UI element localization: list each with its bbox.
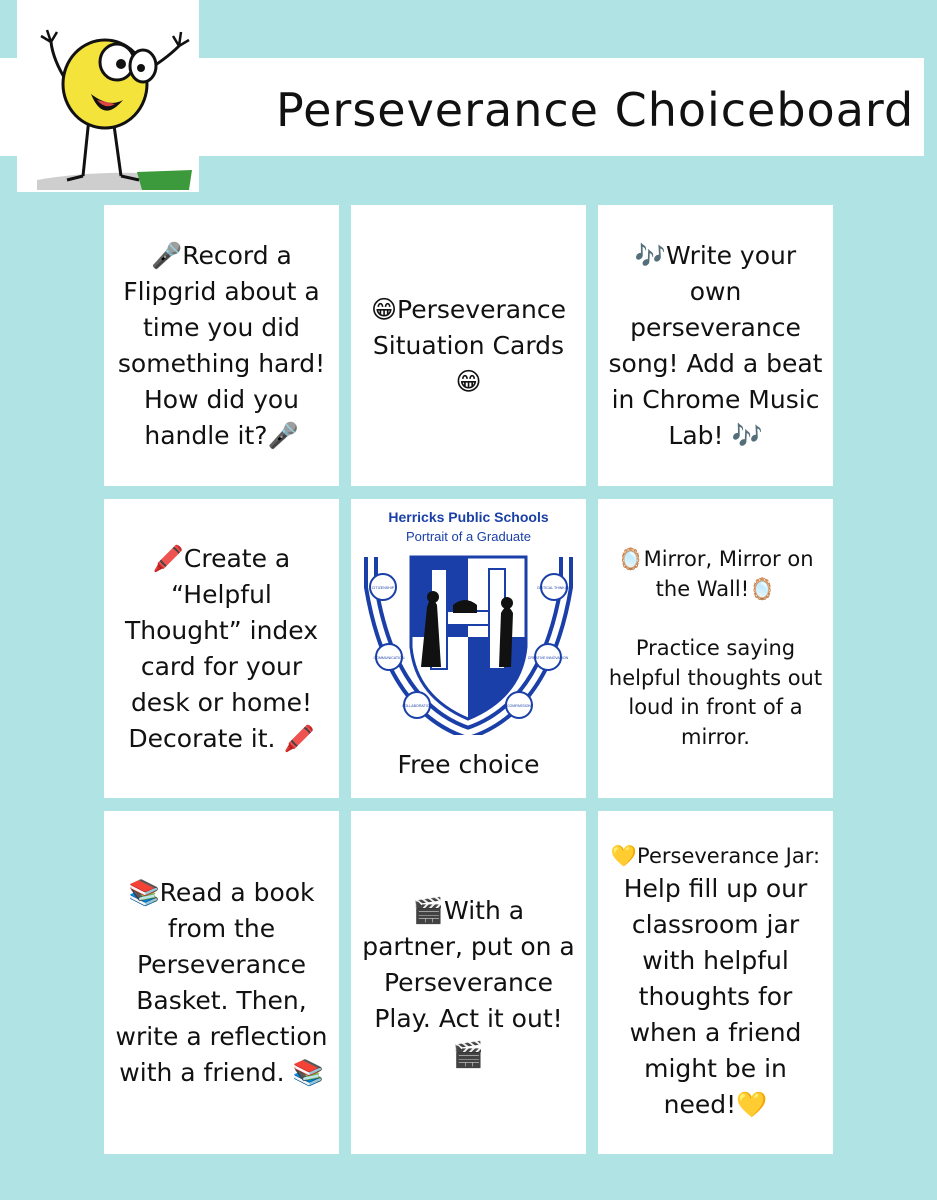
choice-card-free-choice xyxy=(351,499,586,798)
logo-label: CREATIVE INNOVATION xyxy=(527,656,569,660)
logo-label: CITIZENSHIP xyxy=(371,586,395,590)
card-text xyxy=(606,545,825,752)
school-logo xyxy=(361,507,576,735)
card-text xyxy=(606,842,825,1124)
card-text: 😁Perseverance Situation Cards 😁 xyxy=(370,294,567,396)
logo-label: CRITICAL THINKING xyxy=(536,586,572,590)
card-heading: 🪞Mirror, Mirror on the Wall!🪞 xyxy=(617,547,814,601)
choice-card-song xyxy=(598,205,833,486)
choice-card-situation-cards xyxy=(351,205,586,486)
page-title: Perseverance Choiceboard xyxy=(276,83,915,137)
card-text: 🎶Write your own perseverance song! Add a beat in Chrome Music Lab! 🎶 xyxy=(608,240,823,450)
logo-label: COMPASSION xyxy=(506,704,532,708)
choice-card-jar xyxy=(598,811,833,1154)
shield-icon xyxy=(361,547,576,735)
card-text: 📚Read a book from the Perseverance Basket. Then, write a reflection with a friend. 📚 xyxy=(115,877,328,1087)
choice-card-read-book xyxy=(104,811,339,1154)
card-text: 🎤Record a Flipgrid about a time you did something hard! How did you handle it?🎤 xyxy=(117,240,326,450)
card-body: Help fill up our classroom jar with helpful thoughts for when a friend might be in need!💛 xyxy=(623,874,808,1120)
card-text: 🎬With a partner, put on a Perseverance Play. Act it out! 🎬 xyxy=(362,895,575,1069)
choice-card-play xyxy=(351,811,586,1154)
choice-card-mirror xyxy=(598,499,833,798)
card-heading: 💛Perseverance Jar: xyxy=(610,843,821,868)
choice-card-helpful-thought xyxy=(104,499,339,798)
logo-label: COMMUNICATION xyxy=(373,656,405,660)
logo-label: COLLABORATION xyxy=(401,704,433,708)
choice-card-flipgrid xyxy=(104,205,339,486)
card-text: Free choice xyxy=(397,750,540,779)
logo-school-name: Herricks Public Schools xyxy=(388,509,549,525)
card-body: Practice saying helpful thoughts out loud in front of a mirror. xyxy=(608,636,823,749)
logo-subtitle: Portrait of a Graduate xyxy=(405,529,531,544)
card-text: 🖍️Create a “Helpful Thought” index card for your desk or home! Decorate it. 🖍️ xyxy=(124,543,319,753)
cartoon-character-icon xyxy=(17,0,199,192)
spacer xyxy=(606,604,825,634)
mascot-image xyxy=(17,0,199,192)
